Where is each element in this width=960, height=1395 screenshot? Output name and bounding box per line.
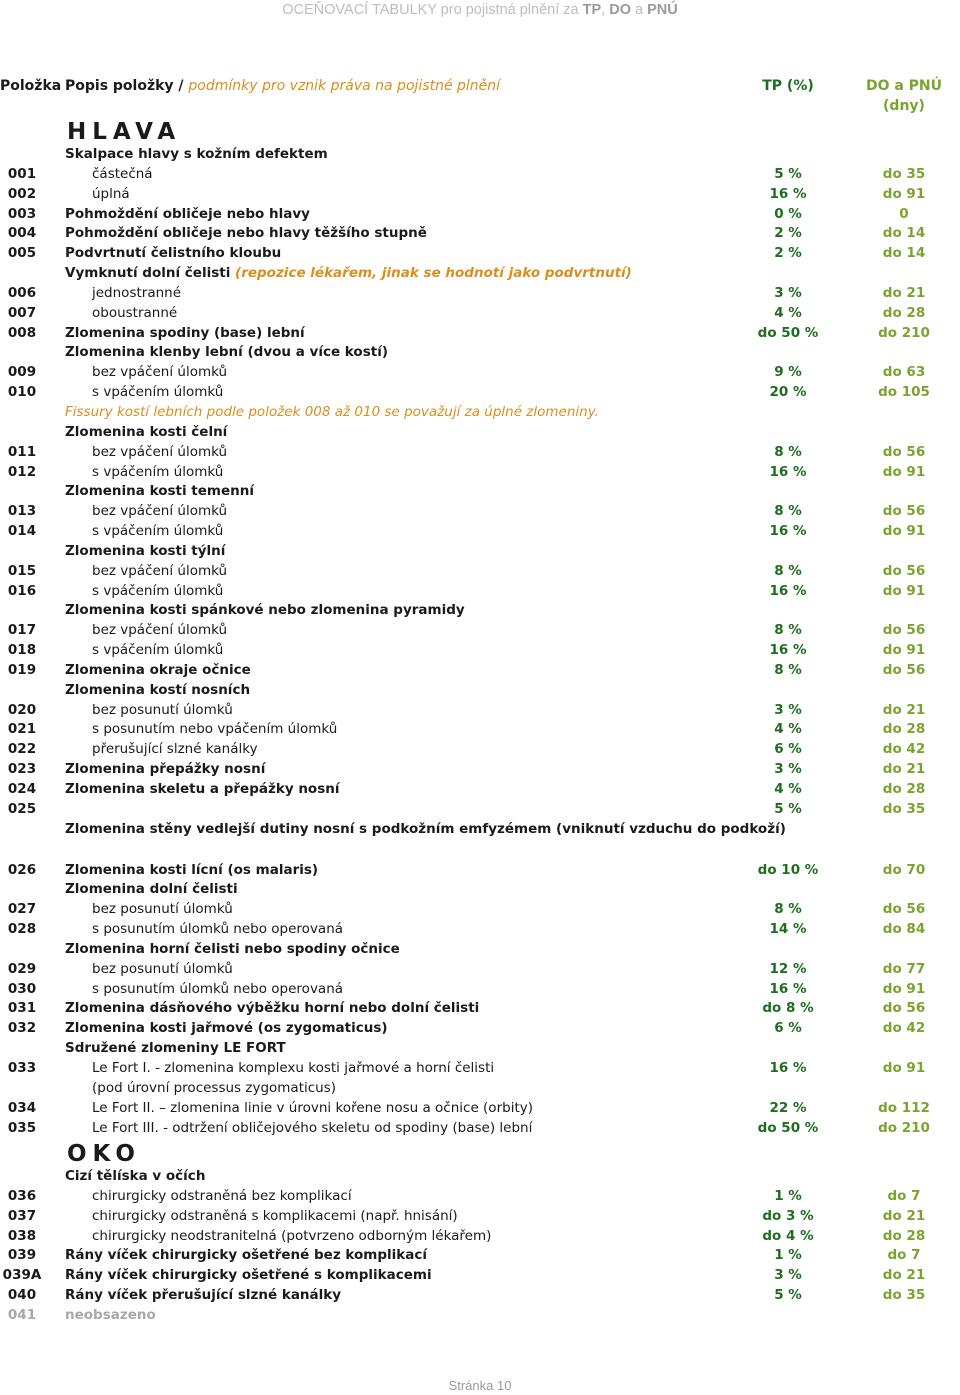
- table-row: [0, 383, 960, 403]
- item-code: 017: [7, 622, 37, 639]
- item-description: Sdružené zlomeniny LE FORT: [65, 1040, 286, 1057]
- item-tp: 9 %: [774, 364, 802, 381]
- table-row: [0, 960, 960, 980]
- table-row: [0, 720, 960, 740]
- item-code: 035: [7, 1119, 37, 1136]
- item-code: 039A: [2, 1267, 42, 1284]
- table-row: [0, 880, 960, 900]
- item-note: (repozice lékařem, jinak se hodnotí jako podvrtnutí): [235, 265, 632, 282]
- column-desc-conditions: podmínky pro vznik práva na pojistné plnění: [188, 78, 501, 94]
- table-row: [0, 1099, 960, 1119]
- table-row: [0, 780, 960, 800]
- table-row: [0, 582, 960, 602]
- item-do-pnu: do 56: [882, 1000, 926, 1017]
- item-description: úplná: [92, 185, 130, 202]
- table-row: [0, 820, 960, 840]
- item-description: Pohmoždění obličeje nebo hlavy: [65, 205, 310, 222]
- table-row: [0, 661, 960, 681]
- item-description: s posunutím úlomků nebo operovaná: [92, 921, 344, 938]
- item-code: 027: [7, 901, 37, 918]
- item-tp: 3 %: [774, 701, 802, 718]
- item-description: Zlomenina přepážky nosní: [65, 761, 266, 778]
- item-description: bez vpáčení úlomků: [92, 503, 228, 520]
- item-code: 013: [7, 503, 37, 520]
- item-description: Pohmoždění obličeje nebo hlavy těžšího stupně: [65, 225, 427, 242]
- item-description: s vpáčením úlomků: [92, 642, 224, 659]
- table-row: [0, 1306, 960, 1326]
- item-tp: 16 %: [769, 185, 807, 202]
- item-description: Cizí tělíska v očích: [65, 1168, 206, 1184]
- item-do-pnu: 0: [899, 205, 909, 222]
- page-footer: Stránka 10: [448, 1378, 512, 1393]
- item-do-pnu: do 35: [882, 165, 926, 182]
- item-do-pnu: do 7: [887, 1187, 921, 1204]
- table-row: [0, 284, 960, 304]
- item-code: 036: [7, 1187, 37, 1204]
- table-row: [0, 621, 960, 641]
- item-code: 026: [7, 861, 37, 878]
- table-row: [0, 1246, 960, 1266]
- item-code: 004: [7, 225, 37, 242]
- item-tp: 3 %: [774, 284, 802, 301]
- table-row: [0, 1039, 960, 1059]
- item-description: Zlomenina klenby lební (dvou a více kostí): [65, 344, 388, 361]
- item-tp: 6 %: [774, 741, 802, 758]
- header-comma: ,: [601, 2, 610, 18]
- item-description: s posunutím úlomků nebo operovaná: [92, 980, 344, 997]
- item-do-pnu: do 56: [882, 562, 926, 579]
- item-tp: 16 %: [769, 523, 807, 540]
- item-description: Rány víček chirurgicky ošetřené bez komplikací: [65, 1247, 427, 1264]
- item-code: 023: [7, 761, 37, 778]
- item-code: 008: [7, 324, 37, 341]
- item-do-pnu: do 91: [882, 642, 926, 659]
- item-code: 032: [7, 1020, 37, 1037]
- item-description: Rány víček chirurgicky ošetřené s komplikacemi: [65, 1267, 432, 1284]
- item-code: 029: [7, 960, 37, 977]
- item-description: (pod úrovní processus zygomaticus): [92, 1079, 337, 1096]
- item-do-pnu: do 105: [878, 384, 930, 401]
- item-code: 006: [7, 284, 37, 301]
- item-tp: 8 %: [774, 443, 802, 460]
- table-row: [0, 502, 960, 522]
- item-do-pnu: do 21: [882, 761, 926, 778]
- table-row: [0, 999, 960, 1019]
- item-description: s vpáčením úlomků: [92, 582, 224, 599]
- column-description: [65, 76, 500, 96]
- item-description: Zlomenina okraje očnice: [65, 661, 251, 678]
- item-do-pnu: do 91: [882, 582, 926, 599]
- item-description: Zlomenina spodiny (base) lební: [65, 324, 305, 341]
- table-row: [0, 165, 960, 185]
- item-code: 003: [7, 205, 37, 222]
- item-description: bez posunutí úlomků: [92, 701, 233, 718]
- item-tp: 8 %: [774, 622, 802, 639]
- page-header: [0, 0, 960, 22]
- column-headers: [0, 76, 960, 114]
- item-tp: 16 %: [769, 980, 807, 997]
- item-do-pnu: do 56: [882, 661, 926, 678]
- header-do: DO: [609, 2, 631, 18]
- table-row: [0, 1019, 960, 1039]
- item-do-pnu: do 21: [882, 1267, 926, 1284]
- item-description: Zlomenina kostí nosních: [65, 681, 251, 698]
- table-row: [0, 403, 960, 423]
- table-row: [0, 522, 960, 542]
- item-code: 033: [7, 1059, 37, 1076]
- item-tp: 5 %: [774, 800, 802, 817]
- item-tp: 12 %: [769, 960, 807, 977]
- table-row: [0, 244, 960, 264]
- item-do-pnu: do 112: [878, 1099, 930, 1116]
- item-description: s vpáčením úlomků: [92, 463, 224, 480]
- item-tp: 2 %: [774, 245, 802, 262]
- item-code: 028: [7, 921, 37, 938]
- item-code: 005: [7, 245, 37, 262]
- item-tp: 16 %: [769, 642, 807, 659]
- item-do-pnu: do 56: [882, 901, 926, 918]
- item-tp: 4 %: [774, 304, 802, 321]
- item-do-pnu: do 70: [882, 861, 926, 878]
- item-tp: do 8 %: [762, 1000, 814, 1017]
- item-do-pnu: do 21: [882, 1207, 926, 1224]
- table-row: [0, 840, 960, 861]
- item-do-pnu: do 28: [882, 721, 926, 738]
- item-description: bez vpáčení úlomků: [92, 562, 228, 579]
- item-tp: 5 %: [774, 165, 802, 182]
- table-row: [0, 601, 960, 621]
- table-row: [0, 900, 960, 920]
- item-do-pnu: do 42: [882, 741, 926, 758]
- item-tp: 8 %: [774, 901, 802, 918]
- table-row: [0, 324, 960, 344]
- item-do-pnu: do 91: [882, 463, 926, 480]
- item-do-pnu: do 91: [882, 185, 926, 202]
- item-do-pnu: do 63: [882, 364, 926, 381]
- item-description: s posunutím nebo vpáčením úlomků: [92, 721, 338, 738]
- item-tp: 1 %: [774, 1187, 802, 1204]
- column-tp: TP (%): [762, 78, 814, 94]
- table-row: [0, 224, 960, 244]
- item-code: 015: [7, 562, 37, 579]
- item-tp: 14 %: [769, 921, 807, 938]
- item-do-pnu: do 21: [882, 701, 926, 718]
- item-description: Vymknutí dolní čelisti (repozice lékařem, jinak se hodnotí jako podvrtnutí): [65, 265, 632, 282]
- item-do-pnu: do 7: [887, 1247, 921, 1264]
- item-code: 014: [7, 523, 37, 540]
- table-row: [0, 264, 960, 284]
- item-code: 012: [7, 463, 37, 480]
- item-code: 031: [7, 1000, 37, 1017]
- item-description: s vpáčením úlomků: [92, 384, 224, 401]
- item-description: Le Fort I. - zlomenina komplexu kosti jařmové a horní čelisti: [92, 1059, 495, 1076]
- item-code: 020: [7, 701, 37, 718]
- item-tp: do 3 %: [762, 1207, 814, 1224]
- item-code: 007: [7, 304, 37, 321]
- item-description: bez posunutí úlomků: [92, 960, 233, 977]
- item-tp: 8 %: [774, 661, 802, 678]
- item-code: 030: [7, 980, 37, 997]
- item-description: bez vpáčení úlomků: [92, 443, 228, 460]
- column-item: Položka: [0, 78, 62, 94]
- table-hlava: [0, 145, 960, 1138]
- item-do-pnu: do 91: [882, 523, 926, 540]
- item-tp: do 50 %: [757, 324, 819, 341]
- item-description: Zlomenina kosti lícní (os malaris): [65, 861, 319, 878]
- item-description: Zlomenina kosti jařmové (os zygomaticus): [65, 1020, 388, 1037]
- item-code: 041: [7, 1306, 37, 1323]
- item-code: 024: [7, 781, 37, 797]
- item-tp: 3 %: [774, 1267, 802, 1284]
- table-row: [0, 1119, 960, 1139]
- item-tp: 16 %: [769, 582, 807, 599]
- item-do-pnu: do 35: [882, 800, 926, 817]
- item-do-pnu: do 56: [882, 503, 926, 520]
- item-tp: do 10 %: [757, 861, 819, 878]
- item-description: Podvrtnutí čelistního kloubu: [65, 245, 282, 262]
- item-tp: 6 %: [774, 1020, 802, 1037]
- item-do-pnu: do 91: [882, 980, 926, 997]
- item-description: Zlomenina skeletu a přepážky nosní: [65, 781, 340, 797]
- section-title-oko: OKO: [67, 1141, 141, 1167]
- table-row: [0, 463, 960, 483]
- item-description: Le Fort II. – zlomenina linie v úrovni kořene nosu a očnice (orbity): [92, 1099, 533, 1116]
- item-description: chirurgicky odstraněná s komplikacemi (např. hnisání): [92, 1207, 458, 1224]
- item-code: 010: [7, 384, 37, 401]
- item-do-pnu: do 28: [882, 1227, 926, 1244]
- item-description: Rány víček přerušující slzné kanálky: [65, 1287, 342, 1304]
- table-row: [0, 800, 960, 820]
- item-tp: 16 %: [769, 1059, 807, 1076]
- header-title: OCEŇOVACÍ TABULKY pro pojistná plnění za: [282, 2, 583, 18]
- item-tp: 20 %: [769, 384, 807, 401]
- item-description: neobsazeno: [65, 1306, 156, 1323]
- item-do-pnu: do 14: [882, 225, 926, 242]
- item-tp: 22 %: [769, 1099, 807, 1116]
- item-description: bez vpáčení úlomků: [92, 364, 228, 381]
- item-description: Zlomenina dásňového výběžku horní nebo dolní čelisti: [65, 1000, 480, 1017]
- item-description: jednostranné: [92, 284, 182, 301]
- item-tp: 4 %: [774, 781, 802, 797]
- item-description: bez posunutí úlomků: [92, 901, 233, 918]
- table-row: [0, 482, 960, 502]
- item-description: Zlomenina kosti čelní: [65, 423, 228, 440]
- table-row: [0, 1079, 960, 1099]
- item-tp: 1 %: [774, 1247, 802, 1264]
- item-do-pnu: do 35: [882, 1287, 926, 1304]
- table-row: [0, 681, 960, 701]
- item-tp: 4 %: [774, 721, 802, 738]
- item-code: 039: [7, 1247, 37, 1264]
- item-code: 001: [7, 165, 37, 182]
- table-row: [0, 145, 960, 165]
- item-description: Le Fort III. - odtržení obličejového skeletu od spodiny (base) lební: [92, 1119, 533, 1136]
- item-code: 022: [7, 741, 37, 758]
- item-do-pnu: do 210: [878, 324, 930, 341]
- table-row: [0, 1266, 960, 1286]
- item-description: Zlomenina kosti temenní: [65, 483, 254, 500]
- item-description: Zlomenina kosti spánkové nebo zlomenina pyramidy: [65, 602, 465, 619]
- item-tp: 5 %: [774, 1287, 802, 1304]
- item-do-pnu: do 42: [882, 1020, 926, 1037]
- item-tp: do 50 %: [757, 1119, 819, 1136]
- item-tp: 8 %: [774, 562, 802, 579]
- item-tp: 0 %: [774, 205, 802, 222]
- item-code: 011: [7, 443, 37, 460]
- item-description: Skalpace hlavy s kožním defektem: [65, 146, 328, 162]
- table-row: [0, 562, 960, 582]
- table-row: [0, 980, 960, 1000]
- item-tp: 16 %: [769, 463, 807, 480]
- item-do-pnu: do 21: [882, 284, 926, 301]
- table-row: [0, 740, 960, 760]
- item-do-pnu: do 14: [882, 245, 926, 262]
- table-row: [0, 940, 960, 960]
- item-code: 021: [7, 721, 37, 738]
- item-do-pnu: do 210: [878, 1119, 930, 1136]
- table-row: [0, 343, 960, 363]
- table-row: [0, 443, 960, 463]
- item-do-pnu: do 56: [882, 622, 926, 639]
- item-do-pnu: do 28: [882, 304, 926, 321]
- item-tp: 2 %: [774, 225, 802, 242]
- item-description: chirurgicky neodstranitelná (potvrzeno odborným lékařem): [92, 1227, 492, 1244]
- table-row: [0, 185, 960, 205]
- item-note: Fissury kostí lebních podle položek 008 až 010 se považují za úplné zlomeniny.: [65, 403, 599, 420]
- table-row: [0, 701, 960, 721]
- item-do-pnu: do 91: [882, 1059, 926, 1076]
- item-code: 034: [7, 1099, 37, 1116]
- table-row: [0, 542, 960, 562]
- item-description: oboustranné: [92, 304, 178, 321]
- table-row: [0, 363, 960, 383]
- table-oko: [0, 1167, 960, 1326]
- item-description: Zlomenina stěny vedlejší dutiny nosní s podkožním emfyzémem (vniknutí vzduchu do podkoží): [65, 820, 786, 837]
- item-do-pnu: do 77: [882, 960, 926, 977]
- item-code: 040: [7, 1287, 37, 1304]
- table-row: [0, 1286, 960, 1306]
- item-description: přerušující slzné kanálky: [92, 741, 258, 758]
- column-do: DO a PNÚ (dny): [865, 78, 943, 114]
- table-row: [0, 205, 960, 225]
- item-tp: 8 %: [774, 503, 802, 520]
- item-code: 038: [7, 1227, 37, 1244]
- item-description: bez vpáčení úlomků: [92, 622, 228, 639]
- table-row: [0, 861, 960, 881]
- header-tp: TP: [582, 2, 602, 18]
- item-code: 025: [7, 800, 37, 817]
- item-tp: do 4 %: [762, 1227, 814, 1244]
- item-do-pnu: do 84: [882, 921, 926, 938]
- item-do-pnu: do 28: [882, 781, 926, 797]
- table-row: [0, 1059, 960, 1079]
- table-row: [0, 760, 960, 780]
- item-code: 018: [7, 642, 37, 659]
- table-row: [0, 1187, 960, 1207]
- item-description: Zlomenina kosti týlní: [65, 542, 226, 559]
- item-description: chirurgicky odstraněná bez komplikací: [92, 1187, 352, 1204]
- column-desc-main: Popis položky /: [65, 78, 189, 94]
- item-description: Zlomenina horní čelisti nebo spodiny očnice: [65, 940, 400, 957]
- header-a: a: [630, 2, 648, 18]
- item-code: 016: [7, 582, 37, 599]
- section-title-hlava: HLAVA: [67, 119, 182, 145]
- table-row: [0, 920, 960, 940]
- table-row: [0, 641, 960, 661]
- item-tp: 3 %: [774, 761, 802, 778]
- header-pnu: PNÚ: [647, 2, 678, 18]
- item-code: 009: [7, 364, 37, 381]
- table-row: [0, 304, 960, 324]
- item-code: 002: [7, 185, 37, 202]
- item-code: 037: [7, 1207, 37, 1224]
- item-description: Zlomenina dolní čelisti: [65, 881, 238, 898]
- item-code: 019: [7, 661, 37, 678]
- item-do-pnu: do 56: [882, 443, 926, 460]
- item-description: částečná: [92, 165, 153, 182]
- table-row: [0, 423, 960, 443]
- item-description: s vpáčením úlomků: [92, 523, 224, 540]
- table-row: [0, 1227, 960, 1247]
- table-row: [0, 1207, 960, 1227]
- table-row: [0, 1167, 960, 1187]
